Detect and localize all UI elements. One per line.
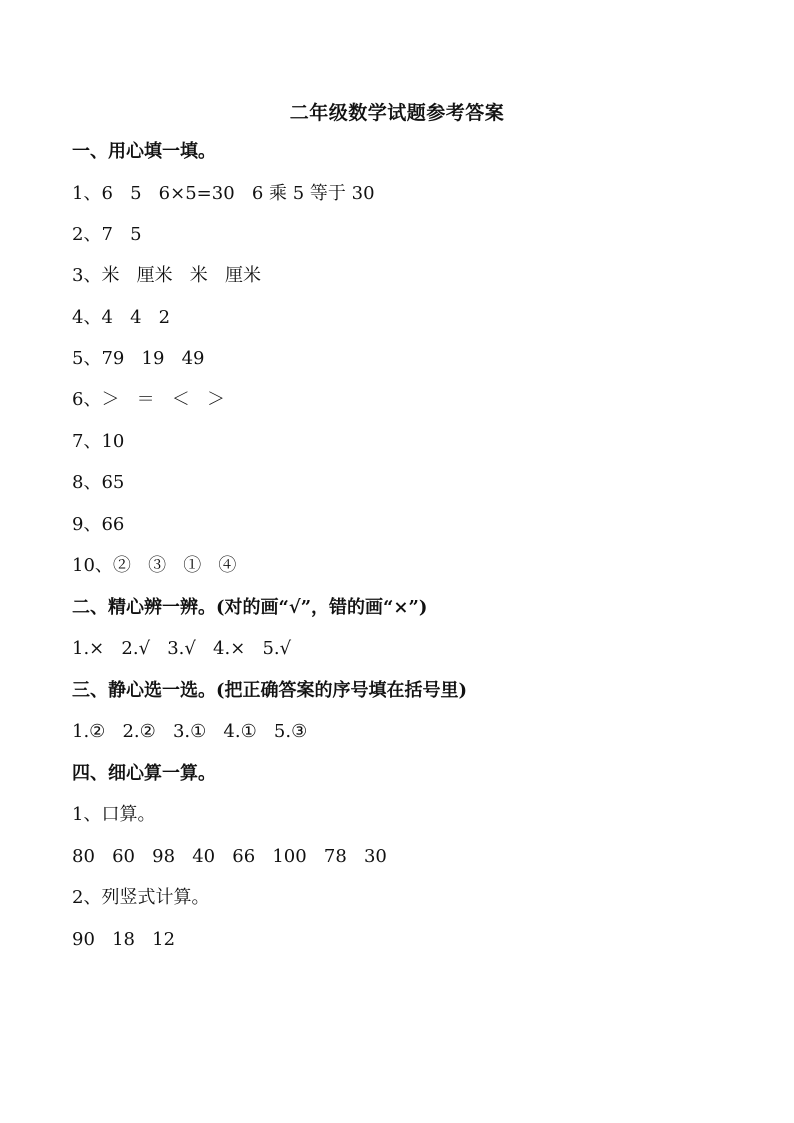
answer-line: 90 18 12 (72, 929, 176, 950)
answer-line: 4、4 4 2 (72, 307, 171, 328)
answer-line: 5、79 19 49 (72, 348, 205, 369)
answer-line: 2、列竖式计算。 (72, 887, 210, 908)
answer-line: 9、66 (72, 514, 125, 535)
answer-line: 8、65 (72, 472, 125, 493)
answer-line: 1、口算。 (72, 804, 156, 825)
answer-line: 1.② 2.② 3.① 4.① 5.③ (72, 721, 308, 742)
answer-line: 7、10 (72, 431, 125, 452)
answer-line: 1、6 5 6×5=30 6 乘 5 等于 30 (72, 183, 375, 204)
answer-line: 80 60 98 40 66 100 78 30 (72, 846, 387, 867)
section-heading-1: 一、用心填一填。 (72, 141, 216, 162)
answer-line: 2、7 5 (72, 224, 142, 245)
section-heading-2: 二、精心辨一辨。(对的画“√”，错的画“×”) (72, 597, 428, 618)
answer-line: 6、＞ ＝ ＜ ＞ (72, 389, 225, 410)
answer-line: 3、米 厘米 米 厘米 (72, 265, 261, 286)
answer-line: 1.× 2.√ 3.√ 4.× 5.√ (72, 638, 292, 659)
answer-line: 10、② ③ ① ④ (72, 555, 237, 576)
section-heading-4: 四、细心算一算。 (72, 763, 216, 784)
section-heading-3: 三、静心选一选。(把正确答案的序号填在括号里) (72, 680, 468, 701)
page-title: 二年级数学试题参考答案 (289, 102, 505, 124)
